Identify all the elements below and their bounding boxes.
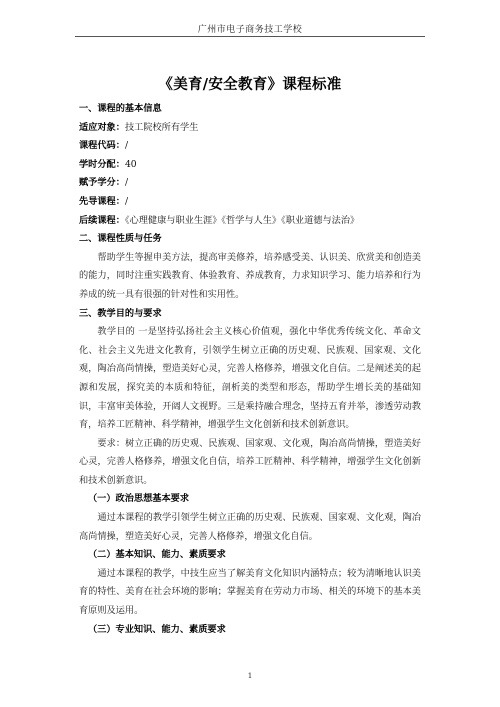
header-divider — [75, 36, 425, 37]
document-body — [79, 100, 421, 639]
subsection-heading-political: （一）政治思想基本要求 — [88, 493, 190, 505]
field-value: / — [124, 140, 129, 152]
paragraph-nature-tasks: 帮助学生等握申美方法，提高审美修养，培养感受美、认识美、欣赏美和创造美的能力，同时注重实践教育、体验教育、养成教育，力求知识学习、能力培养和行为养成的统一具有很强的针对性和实用性。 — [79, 251, 421, 300]
field-row-hours — [79, 156, 421, 175]
field-value: 《心理健康与职业生涯》《哲学与人生》《职业道德与法治》 — [124, 214, 360, 226]
paragraph-requirements: 要求：树立正确的历史观、民族观、国家观、文化观，陶冶高尚情操，塑造美好心灵，完善人格修养，增强文化自信，培养工匠精神、科学精神，增强学生文化创新和技术创新意识。 — [79, 437, 421, 486]
field-value: / — [124, 177, 129, 189]
field-row-credits — [79, 174, 421, 193]
field-row-target — [79, 119, 421, 138]
section-heading-goals: 三、教学目的与要求 — [79, 307, 162, 319]
field-value: / — [124, 195, 129, 207]
field-value: 技工院校所有学生 — [124, 121, 199, 133]
subsection-heading-basic-knowledge: （二）基本知识、能力、素质要求 — [88, 549, 226, 561]
subsection-heading-professional: （三）专业知识、能力、素质要求 — [88, 623, 226, 635]
paragraph-teaching-goals: 教学目的 一是坚持弘扬社会主义核心价值观，强化中华优秀传统文化、革命文化、社会主义先进文化教育，引领学生树立正确的历史观、民族观、国家观、文化观，陶冶高尚情操，塑造美好心灵，完善人格修养，增强文化自信。二是阐述美的起源和发展，探究美的本质和特征，剖析美的类型和形态，帮助学生增长美的基础知识，丰富审美体验，开阔人文视野。三是乘持融合理念，坚持五育并举，渗透劳动教育，培养工匠精神、科学精神，增强学生文化创新和技术创新意识。 — [79, 326, 421, 431]
paragraph-political: 通过本课程的教学引领学生树立正确的历史观、民族观、国家观、文化观，陶冶高尚情操，塑造美好心灵，完善人格修养，增强文化自信。 — [79, 512, 421, 542]
page-number: 1 — [247, 671, 253, 680]
section-heading-nature-tasks: 二、课程性质与任务 — [79, 233, 162, 245]
field-value: 40 — [124, 158, 137, 170]
header-school-name: 广州市电子商务技工学校 — [197, 25, 303, 35]
document-title: 《美育/安全教育》课程标准 — [158, 76, 342, 93]
field-label: 课程代码： — [79, 140, 125, 152]
section-heading-basic-info: 一、课程的基本信息 — [79, 103, 162, 114]
field-label: 先导课程： — [79, 195, 125, 207]
field-row-followup — [79, 212, 421, 231]
field-row-prerequisite — [79, 193, 421, 212]
field-label: 学时分配： — [79, 158, 125, 170]
field-label: 适应对象： — [79, 121, 125, 133]
paragraph-basic-knowledge: 通过本课程的教学，中技生应当了解美育文化知识内涵特点；较为清晰地认识美育的特性、美育在社会环境的影响；掌握美育在劳动力市场、相关的环境下的基本美育原则及运用。 — [79, 567, 421, 617]
field-row-course-code — [79, 137, 421, 156]
field-label: 赋予学分： — [79, 177, 125, 189]
field-label: 后续课程： — [79, 214, 125, 226]
